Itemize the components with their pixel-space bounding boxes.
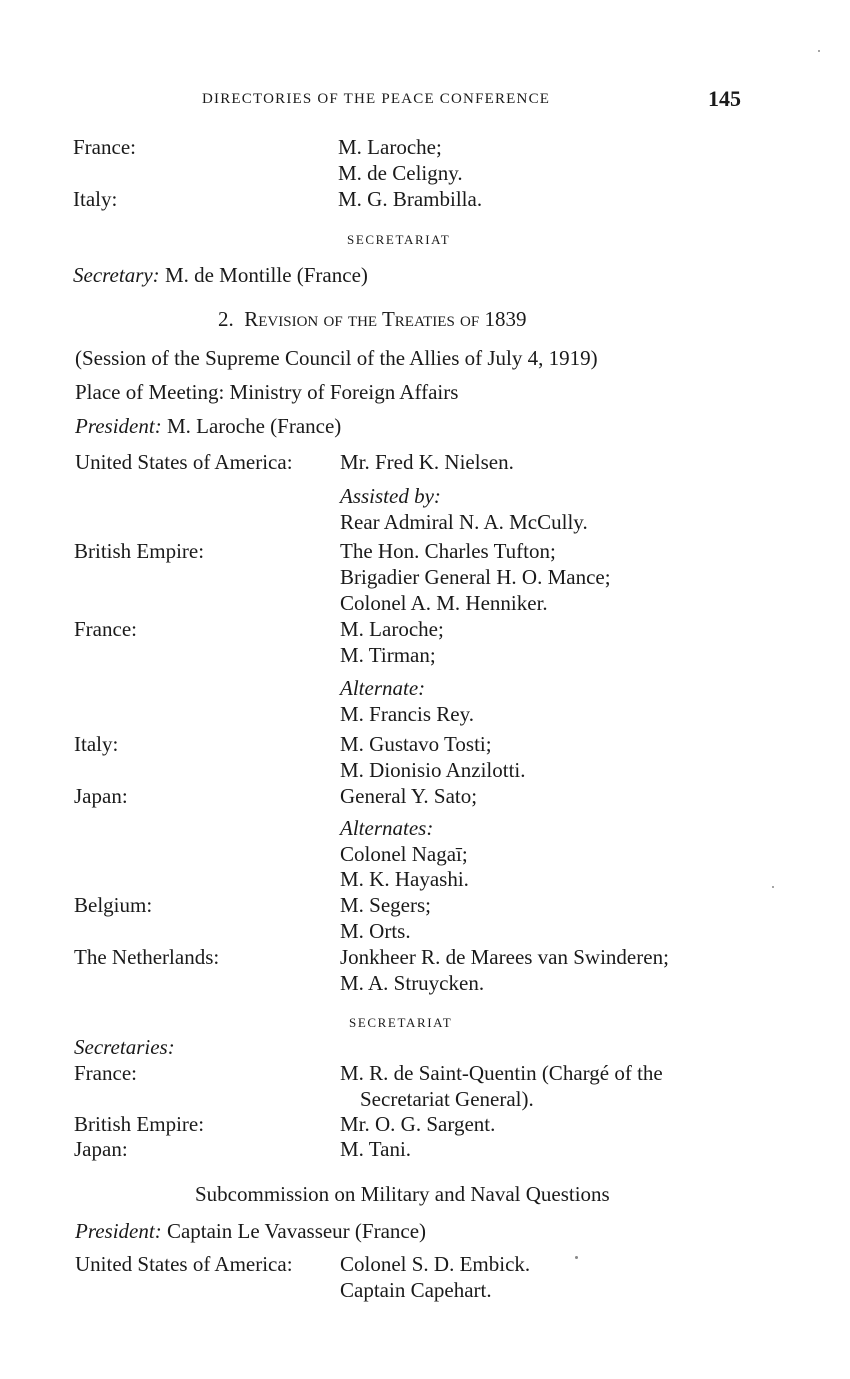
delegate-name: M. Laroche;	[340, 617, 444, 641]
country-label: British Empire:	[74, 1112, 205, 1136]
assisted-label: Assisted by:	[340, 484, 441, 508]
delegate-name: M. K. Hayashi.	[340, 867, 469, 891]
delegate-name: M. R. de Saint-Quentin (Chargé of the	[340, 1061, 663, 1085]
delegate-name: M. Orts.	[340, 919, 411, 943]
delegate-name: M. Dionisio Anzilotti.	[340, 758, 526, 782]
scan-speck	[575, 1256, 578, 1259]
delegate-name: M. A. Struycken.	[340, 971, 485, 995]
delegate-name: Mr. O. G. Sargent.	[340, 1112, 496, 1136]
scan-speck	[818, 50, 820, 52]
president-value: M. Laroche (France)	[166, 414, 342, 438]
running-header: DIRECTORIES OF THE PEACE CONFERENCE	[202, 91, 551, 107]
president-label: President:	[75, 414, 162, 438]
scan-speck	[772, 886, 774, 888]
secretariat-heading: SECRETARIAT	[347, 232, 451, 247]
delegate-name: Colonel A. M. Henniker.	[340, 591, 548, 615]
delegate-name: M. Laroche;	[338, 135, 442, 159]
country-label: British Empire:	[74, 539, 205, 563]
delegate-name: M. G. Brambilla.	[338, 187, 483, 211]
delegate-name: Secretariat General).	[360, 1087, 534, 1111]
subcommission-title: Subcommission on Military and Naval Questions	[195, 1182, 610, 1206]
president-line	[75, 1218, 426, 1244]
place-line: Place of Meeting: Ministry of Foreign Affairs	[75, 380, 459, 404]
country-label: France:	[74, 617, 137, 641]
delegate-name: M. Tirman;	[340, 643, 436, 667]
secretary-value: M. de Montille (France)	[164, 263, 368, 287]
section-heading	[218, 306, 526, 332]
country-label: Italy:	[74, 732, 119, 756]
delegate-name: M. Gustavo Tosti;	[340, 732, 492, 756]
president-label: President:	[75, 1219, 162, 1243]
delegate-name: Colonel S. D. Embick.	[340, 1252, 531, 1276]
country-label: France:	[73, 135, 136, 159]
country-label: United States of America:	[75, 1252, 293, 1276]
section-number: 2.	[218, 307, 234, 331]
secretaries-label: Secretaries:	[74, 1035, 175, 1059]
delegate-name: M. Francis Rey.	[340, 702, 474, 726]
alternates-label: Alternates:	[340, 816, 434, 840]
delegate-name: Brigadier General H. O. Mance;	[340, 565, 611, 589]
country-label: Japan:	[74, 784, 128, 808]
country-label: Italy:	[73, 187, 118, 211]
page-number: 145	[708, 86, 741, 111]
delegate-name: M. de Celigny.	[338, 161, 463, 185]
country-label: Belgium:	[74, 893, 153, 917]
delegate-name: Captain Capehart.	[340, 1278, 492, 1302]
session-line: (Session of the Supreme Council of the Allies of July 4, 1919)	[75, 346, 598, 370]
president-line	[75, 413, 341, 439]
president-value: Captain Le Vavasseur (France)	[166, 1219, 427, 1243]
country-label: France:	[74, 1061, 137, 1085]
country-label: Japan:	[74, 1137, 128, 1161]
delegate-name: Colonel Nagaī;	[340, 842, 468, 866]
country-label: United States of America:	[75, 450, 293, 474]
secretary-label: Secretary:	[73, 263, 160, 287]
secretary-line	[73, 262, 368, 288]
secretariat-heading: SECRETARIAT	[349, 1015, 453, 1030]
delegate-name: The Hon. Charles Tufton;	[340, 539, 556, 563]
section-title: Revision of the Treaties of 1839	[244, 307, 527, 331]
country-label: The Netherlands:	[74, 945, 220, 969]
alternate-label: Alternate:	[340, 676, 426, 700]
delegate-name: Jonkheer R. de Marees van Swinderen;	[340, 945, 669, 969]
delegate-name: M. Segers;	[340, 893, 431, 917]
delegate-name: M. Tani.	[340, 1137, 412, 1161]
delegate-name: Rear Admiral N. A. McCully.	[340, 510, 588, 534]
delegate-name: General Y. Sato;	[340, 784, 478, 808]
delegate-name: Mr. Fred K. Nielsen.	[340, 450, 514, 474]
